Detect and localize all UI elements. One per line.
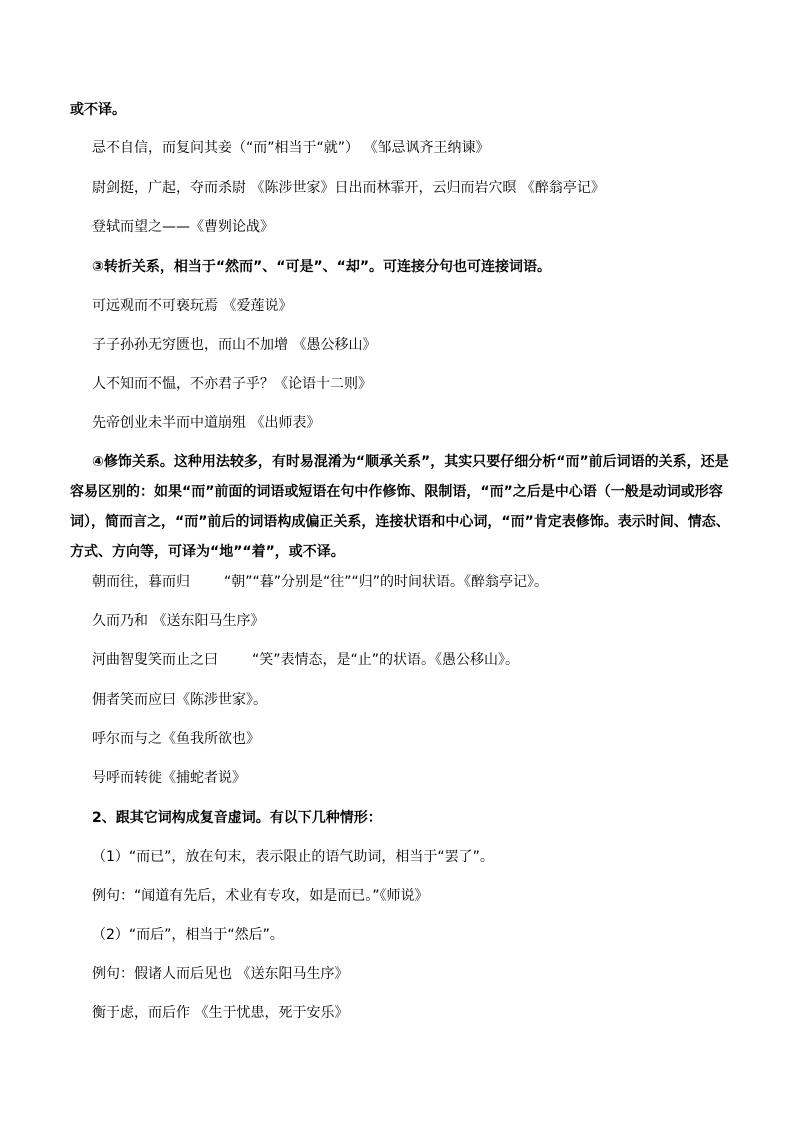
example-sentence: 河曲智叟笑而止之曰 [92, 652, 218, 668]
example-line: 衡于虑，而后作 《生于忧患，死于安乐》 [92, 1005, 349, 1021]
example-line: 登轼而望之——《曹刿论战》 [92, 219, 274, 235]
example-line: 忌不自信，而复问其妾（“而”相当于“就”） 《邹忌讽齐王纳谏》 [92, 140, 490, 156]
section-heading: ③转折关系，相当于“然而”、“可是”、“却”。可连接分句也可连接词语。 [92, 259, 552, 275]
text-line: 或不译。 [70, 102, 126, 118]
explanation-paragraph: ④修饰关系。这种用法较多，有时易混淆为“顺承关系”，其实只要仔细分析“而”前后词语的关系，还是容易区别的：如果“而”前面的词语或短语在句中作修饰、限制语，“而”之后是中心语（一般是动词或形容词），简而言之，“而”前后的词语构成偏正关系，连接状语和中心词，“而”肯定表修饰。表示时间、情态、方式、方向等，可译为“地”“着”，或不译。 [70, 454, 730, 560]
example-line [92, 573, 548, 591]
example-line: 例句：“闻道有先后，术业有专攻，如是而已。”《师说》 [92, 888, 429, 904]
example-note: “笑”表情态，是“止”的状语。《愚公移山》。 [252, 652, 520, 668]
example-line: 例句：假诸人而后见也 《送东阳马生序》 [92, 966, 349, 982]
example-sentence: 朝而往，暮而归 [92, 574, 190, 590]
example-line: 久而乃和 《送东阳马生序》 [92, 613, 265, 629]
example-line: 号呼而转徙《捕蛇者说》 [92, 770, 246, 786]
example-line: 子子孙孙无穷匮也，而山不加增 《愚公移山》 [92, 337, 377, 353]
example-line: 可远观而不可亵玩焉 《爱莲说》 [92, 298, 293, 314]
example-line: 佣者笑而应曰《陈涉世家》。 [92, 692, 267, 708]
example-line [92, 651, 519, 669]
example-note: “朝”“暮”分别是“往”“归”的时间状语。《醉翁亭记》。 [224, 574, 549, 590]
subsection-heading: （2）“而后”，相当于“然后”。 [92, 927, 284, 943]
example-line: 先帝创业未半而中道崩殂 《出师表》 [92, 415, 321, 431]
example-line: 呼尔而与之《鱼我所欲也》 [92, 731, 260, 747]
section-heading: 2、跟其它词构成复音虚词。有以下几种情形： [92, 810, 382, 826]
subsection-heading: （1）“而已”，放在句末，表示限止的语气助词，相当于“罢了”。 [92, 849, 494, 865]
example-line: 人不知而不愠，不亦君子乎？《论语十二则》 [92, 376, 372, 392]
example-line: 尉剑挺，广起，夺而杀尉 《陈涉世家》日出而林霏开，云归而岩穴暝 《醉翁亭记》 [92, 180, 605, 196]
